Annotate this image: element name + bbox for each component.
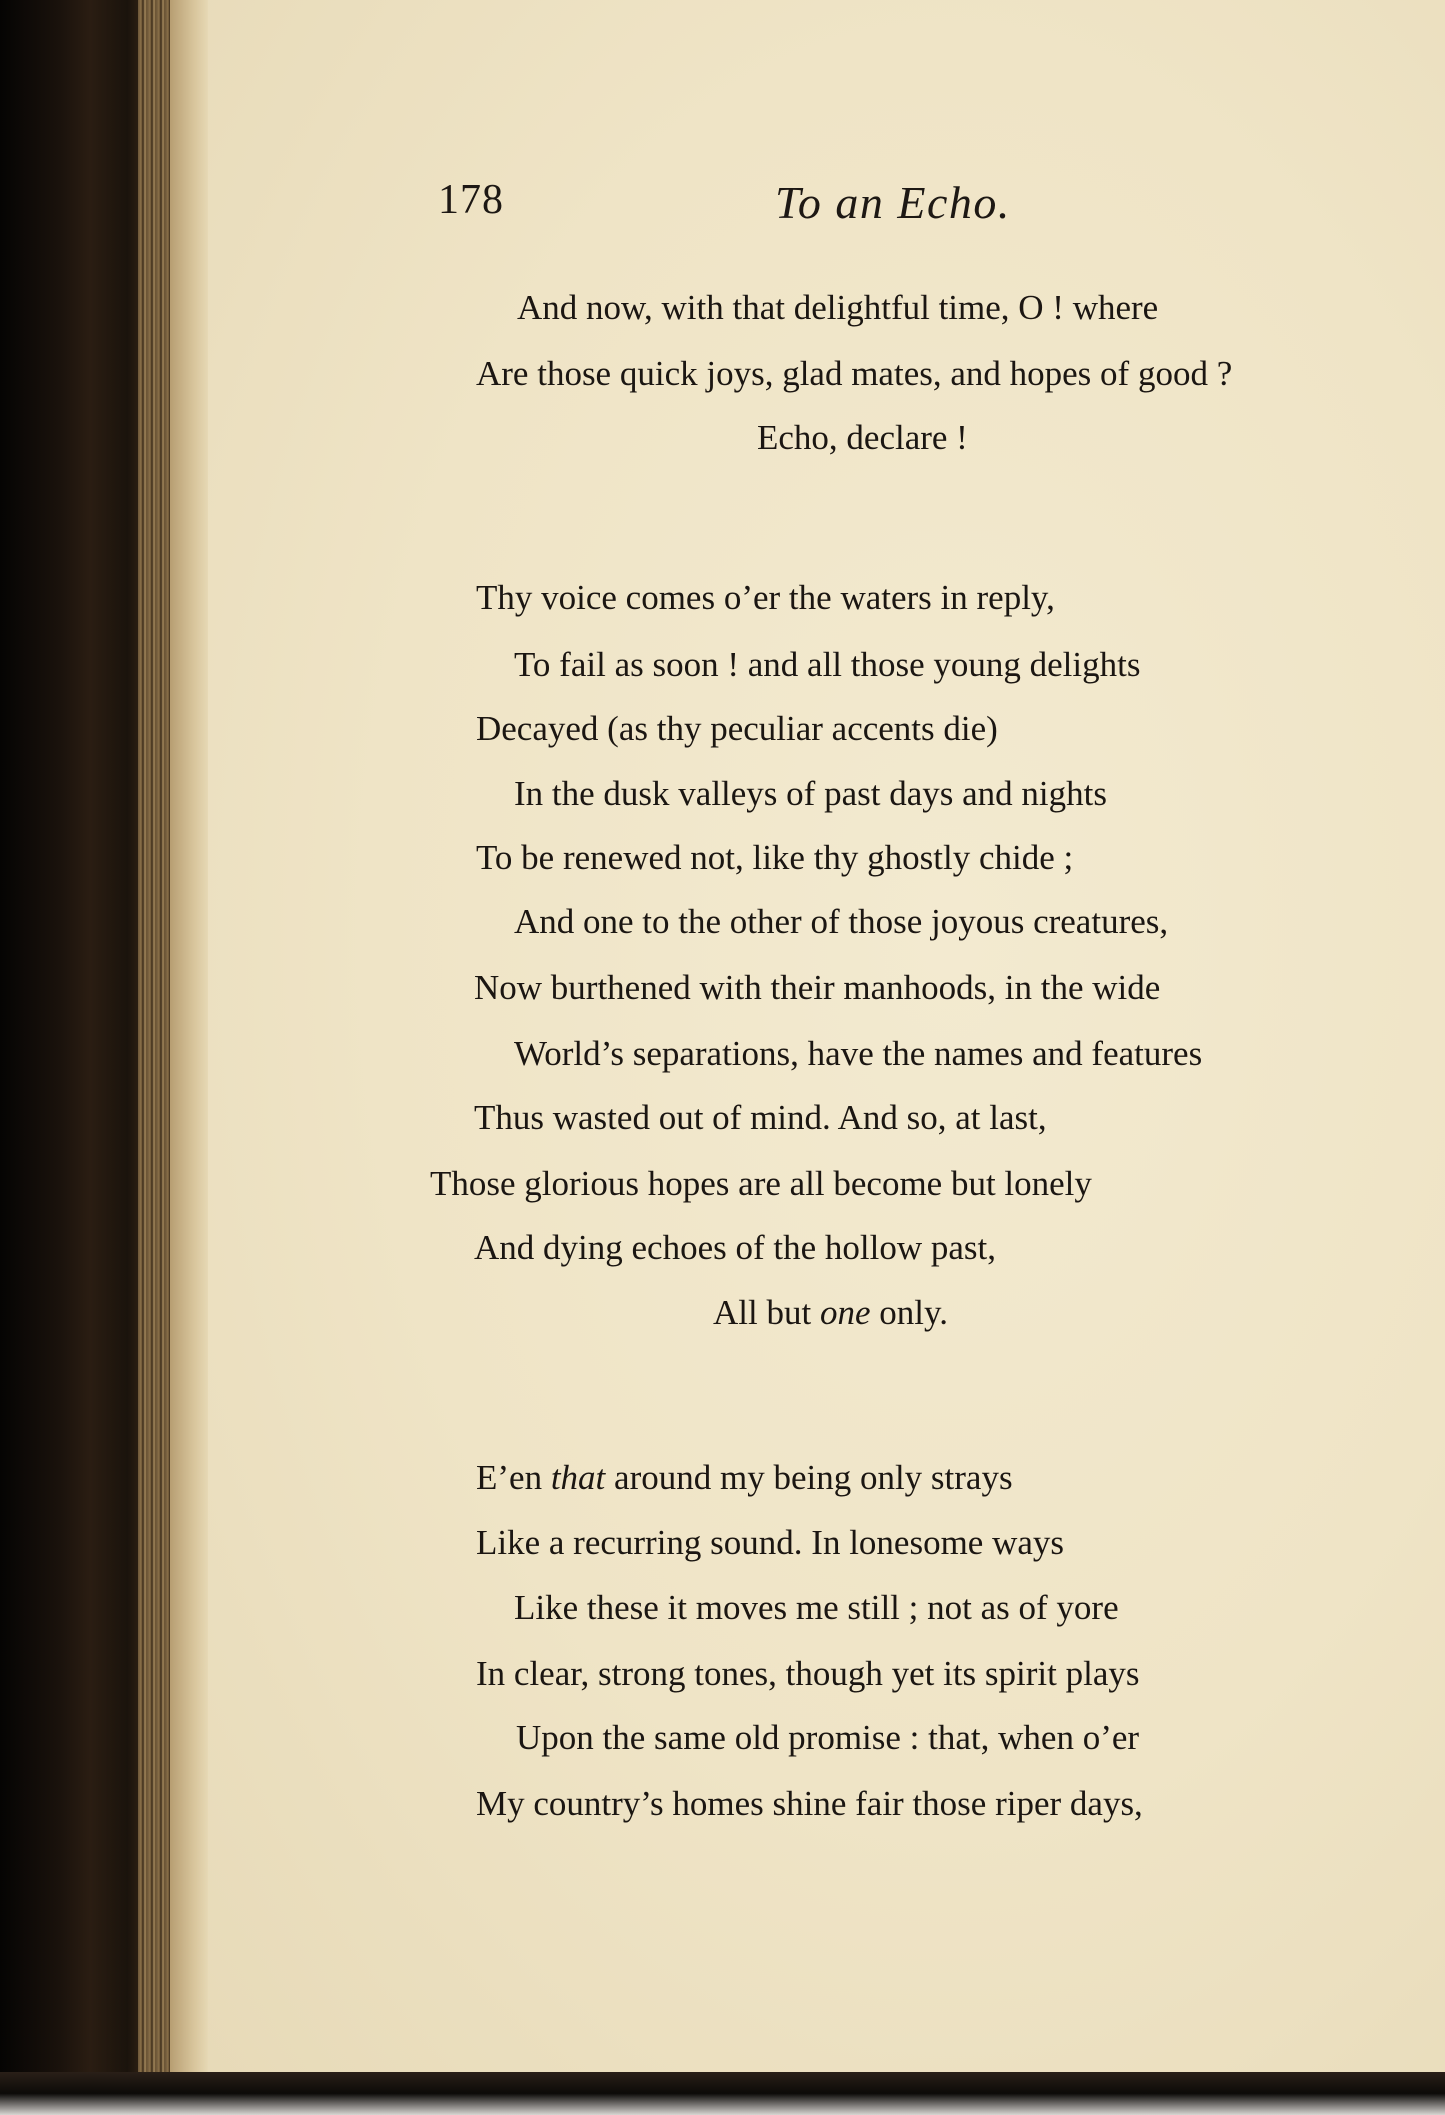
poem-line: And now, with that delightful time, O ! where xyxy=(517,288,1159,327)
poem-line: And one to the other of those joyous creatures, xyxy=(514,902,1169,941)
poem-line: Upon the same old promise : that, when o’er xyxy=(516,1718,1140,1757)
poem-line: Like a recurring sound. In lonesome ways xyxy=(476,1523,1065,1562)
text-run: All but xyxy=(713,1293,820,1332)
poem-line: My country’s homes shine fair those riper days, xyxy=(476,1784,1143,1823)
poem-line: Are those quick joys, glad mates, and hopes of good ? xyxy=(476,354,1233,393)
poem-line: Echo, declare ! xyxy=(757,418,968,457)
emphasized-word: one xyxy=(819,1293,871,1332)
poem-line xyxy=(476,1460,1013,1495)
page-number: 178 xyxy=(438,177,504,223)
poem-line: And dying echoes of the hollow past, xyxy=(474,1228,996,1267)
poem-line: To fail as soon ! and all those young delights xyxy=(514,645,1141,684)
bleed-through xyxy=(470,400,478,437)
text-run: only. xyxy=(870,1293,948,1332)
poem-line: To be renewed not, like thy ghostly chide ; xyxy=(476,838,1074,877)
poem-line: World’s separations, have the names and features xyxy=(514,1034,1203,1073)
book-binding xyxy=(0,0,150,2115)
poem-line: Thus wasted out of mind. And so, at last, xyxy=(474,1098,1047,1137)
running-title: To an Echo. xyxy=(775,177,1011,228)
poem-line: In the dusk valleys of past days and nights xyxy=(514,774,1107,813)
text-run: around my being only strays xyxy=(605,1458,1013,1497)
poem-line: Like these it moves me still ; not as of yore xyxy=(514,1588,1119,1627)
scan-bottom-edge xyxy=(0,2072,1445,2115)
page-edge-highlight xyxy=(170,0,210,2075)
text-run: E’en xyxy=(476,1458,551,1497)
poem-line xyxy=(713,1295,948,1330)
poem-line: In clear, strong tones, though yet its spirit plays xyxy=(476,1654,1140,1693)
poem-line: Those glorious hopes are all become but lonely xyxy=(430,1164,1092,1203)
poem-line: Thy voice comes o’er the waters in reply, xyxy=(476,578,1055,617)
poem-line: Now burthened with their manhoods, in the wide xyxy=(474,968,1161,1007)
poem-line: Decayed (as thy peculiar accents die) xyxy=(476,709,998,748)
emphasized-word: that xyxy=(550,1458,606,1497)
